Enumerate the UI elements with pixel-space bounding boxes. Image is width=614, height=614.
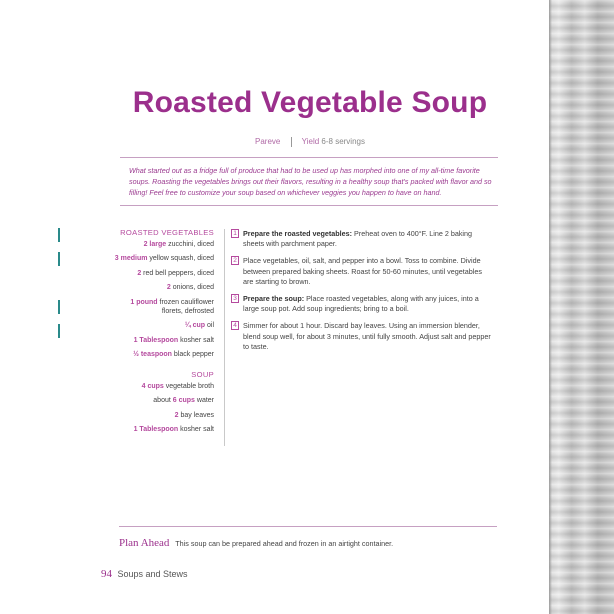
ingredients-list	[110, 229, 214, 441]
step-text: Place vegetables, oil, salt, and pepper into a bowl. Toss to combine. Divide between prepared baking sheets. Roast for 50-60 minutes, until vegetables are starting to brown.	[243, 256, 482, 286]
ingredient-item	[110, 351, 214, 360]
step-number: 4	[231, 321, 239, 330]
step-text: Preheat oven to 400°F. Line 2 baking sheets with parchment paper.	[243, 229, 473, 249]
ingredient-item	[110, 284, 214, 293]
ingredient-name: zucchini, diced	[166, 240, 214, 248]
page-number: 94	[101, 568, 112, 580]
recipe-steps	[231, 229, 493, 359]
tab-mark	[58, 300, 60, 314]
ingredient-name: oil	[205, 322, 214, 330]
ingredient-name: onions, diced	[170, 284, 214, 292]
step-heading: Prepare the roasted vegetables:	[243, 229, 353, 238]
recipe-step	[231, 294, 493, 314]
plan-ahead-note	[119, 526, 497, 549]
ingredient-qty: 4 cups	[141, 382, 164, 390]
ingredient-qty: 2	[137, 269, 142, 277]
recipe-title: Roasted Vegetable Soup	[132, 86, 488, 119]
step-number: 1	[231, 229, 239, 238]
yield-value: 6-8 servings	[321, 137, 365, 147]
soup-ingredients	[110, 383, 214, 435]
ingredient-qty: ¼ cup	[184, 322, 206, 330]
ingredient-item	[110, 270, 214, 279]
ingredient-item	[110, 299, 214, 316]
step-text: Place roasted vegetables, along with any juices, into a large soup pot. Add soup ingredients; bring to a boil.	[243, 294, 479, 314]
recipe-meta	[120, 137, 500, 147]
ingredient-item	[110, 322, 214, 331]
ingredient-name: kosher salt	[178, 336, 214, 344]
ingredient-qty: 1 Tablespoon	[133, 336, 179, 344]
recipe-category: Pareve	[255, 137, 281, 147]
plan-ahead-text: This soup can be prepared ahead and frozen in an airtight container.	[175, 539, 394, 548]
step-heading: Prepare the soup:	[243, 294, 305, 304]
ingredient-item	[110, 412, 214, 421]
ingredient-qty: 2	[166, 284, 171, 292]
margin-tab-marks	[58, 228, 60, 348]
ingredients-heading-roasted: ROASTED VEGETABLES	[120, 228, 214, 237]
ingredient-name: frozen cauliflower florets, defrosted	[157, 298, 214, 315]
ingredient-name: black pepper	[171, 351, 214, 359]
ingredient-item	[110, 255, 214, 264]
step-number: 3	[231, 294, 239, 303]
ingredient-item	[110, 397, 214, 406]
step-text: Simmer for about 1 hour. Discard bay leaves. Using an immersion blender, blend soup well, for about 3 minutes, until fully smooth. Adjust salt and pepper to taste.	[243, 321, 491, 351]
ingredient-item	[110, 241, 214, 250]
ingredient-prefix: about	[153, 397, 173, 405]
page-edge-texture	[549, 0, 614, 614]
ingredient-name: yellow squash, diced	[147, 255, 214, 263]
yield-label: Yield	[301, 137, 320, 147]
ingredient-qty: 6 cups	[172, 397, 195, 405]
ingredient-item	[110, 383, 214, 392]
ingredient-qty: ½ teaspoon	[133, 351, 172, 359]
ingredient-item	[110, 337, 214, 346]
ingredient-name: red bell peppers, diced	[141, 269, 214, 277]
step-number: 2	[231, 256, 239, 265]
recipe-step	[231, 256, 493, 287]
ingredients-heading-soup: SOUP	[191, 369, 214, 379]
recipe-step	[231, 321, 493, 352]
tab-mark	[58, 252, 60, 266]
page-footer	[101, 568, 188, 580]
ingredient-qty: 1 pound	[130, 298, 158, 306]
meta-divider	[291, 137, 292, 147]
ingredient-name: bay leaves	[178, 411, 214, 419]
recipe-intro: What started out as a fridge full of produce that had to be used up has morphed into one of my all-time favorite soups. Roasting the vegetables brings out their flavors, resulting in a healthy soup that's packed with flavor and so filling! Feel free to customize your soup based on whichever veggies you happen to have on hand.	[120, 157, 498, 206]
ingredient-qty: 2	[174, 411, 179, 419]
ingredient-qty: 1 Tablespoon	[133, 426, 179, 434]
ingredient-name: vegetable broth	[163, 382, 214, 390]
tab-mark	[58, 228, 60, 242]
tab-mark	[58, 324, 60, 338]
ingredient-item	[110, 426, 214, 435]
ingredient-qty: 3 medium	[114, 255, 148, 263]
section-name: Soups and Stews	[117, 569, 188, 579]
ingredient-name: kosher salt	[178, 426, 214, 434]
column-divider	[224, 229, 225, 446]
ingredient-qty: 2 large	[143, 240, 167, 248]
ingredient-name: water	[194, 397, 214, 405]
plan-ahead-title: Plan Ahead	[119, 537, 170, 549]
recipe-step	[231, 229, 493, 249]
roasted-ingredients	[110, 241, 214, 360]
